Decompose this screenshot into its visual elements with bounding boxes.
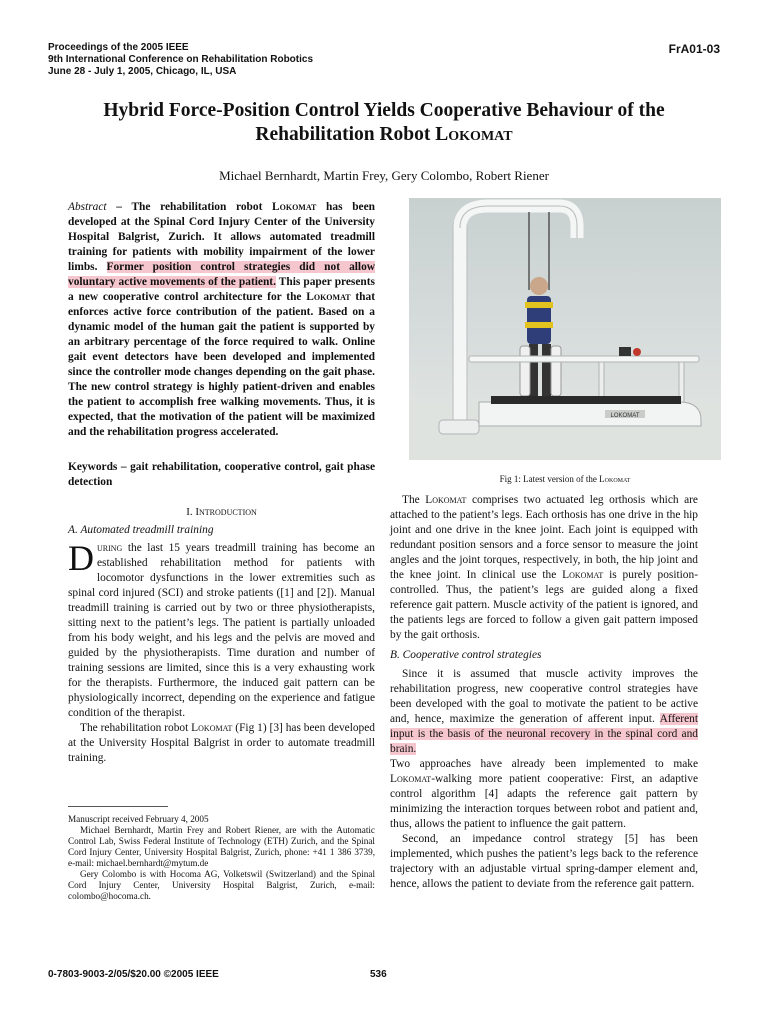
- right-lokomat-1: okomat: [432, 494, 467, 506]
- right-paragraph-2: [390, 667, 698, 757]
- paper-title: [40, 99, 728, 147]
- section-number: I. I: [186, 506, 200, 518]
- right-text-1b: comprises two actuated leg orthosis which are attached to the patient’s legs. Each orthosis has one drive in the hip joint and one drive in the knee joint. Each joint is equipped with redundant position sensors and a force sensor to measure the joint angles and the joint torques, respectively, in both, the hip joint and the knee joint. In clinical use the L: [390, 494, 698, 581]
- abstract-text-1: The rehabilitation robot L: [131, 201, 280, 213]
- page-number: 536: [370, 969, 387, 980]
- footnote-received: Manuscript received February 4, 2005: [68, 814, 209, 824]
- figure-lokomat-photo: [409, 198, 721, 460]
- right-text-1a: The L: [402, 494, 433, 506]
- subsection-b-heading: B. Cooperative control strategies: [390, 649, 542, 661]
- footnote-rule: [68, 806, 168, 807]
- footnote: [68, 814, 375, 902]
- author-list: Michael Bernhardt, Martin Frey, Gery Colombo, Robert Riener: [219, 168, 549, 183]
- intro-text-1: the last 15 years treadmill training has become an established rehabilitation method for patients with locomotor dysfunctions in the lower extremities such as spinal cord injured (SCI) and stroke patients ([1] and [2]). Manual treadmill training is carried out by two or three physiotherapists, sitting next to the patient’s legs. The patient is partially unloaded from his body weight, and his legs and the pelvis are moved and guided by the physiotherapists. Time duration and number of training sessions are limited, since this is a very exhausting work for the therapists. Furthermore, the induced gait pattern can be physiologically incorrect, depending on the experience and fatigue condition of the therapist.: [68, 542, 375, 719]
- abstract-text-2: has been developed at the Spinal Cord Injury Center of the University Hospital Balgrist, Zurich. It allows automated treadmill training for patients with mobility impairment of the lower limbs.: [68, 201, 375, 273]
- intro-first-word: uring: [97, 542, 123, 554]
- paper-id: FrA01-03: [668, 42, 720, 56]
- subsection-a-heading: A. Automated treadmill training: [68, 524, 214, 536]
- section-introduction-heading: [68, 505, 375, 520]
- footnote-affiliation-2: Gery Colombo is with Hocoma AG, Volketswil (Switzerland) and the Spinal Cord Injury Center, University Hospital Balgrist, Zurich, e-mail: colombo@hocoma.ch.: [68, 869, 375, 901]
- caption-text: Fig 1: Latest version of the L: [499, 474, 605, 484]
- intro-text-2b: (Fig 1) [3] has been developed at the University Hospital Balgrist in order to automate treadmill training.: [68, 722, 376, 764]
- left-column: [68, 200, 375, 766]
- right-text-2: Since it is assumed that muscle activity improves the rehabilitation progress, new cooperative control strategies have been developed with the goal to motivate the patient to be active and, hence, maximize the generation of afferent input.: [390, 668, 698, 725]
- lokomat-illustration: [409, 198, 721, 460]
- right-paragraph-1: [390, 493, 698, 643]
- abstract-text-4: that enforces active force contribution of the patient. Based on a dynamic model of the human gait the patient is supported by an arbitrary percentage of the force required to walk. Online gait event detectors have been developed and implemented since the controller mode changes depending on the gait phase. The new control strategy is highly patient-driven and enables the patient to accomplish free walking movements. Thus, it is expected, that the motivation of the patient will be maximized and the rehabilitation progress accelerated.: [68, 291, 375, 438]
- abstract-highlight: Former position control strategies did not allow voluntary active movements of the patient.: [68, 261, 376, 288]
- intro-paragraph-2: [68, 721, 375, 766]
- footer-isbn: 0-7803-9003-2/05/$20.00 ©2005 IEEE: [48, 969, 219, 980]
- right-lokomat-2: okomat: [569, 569, 604, 581]
- right-text-3b: -walking more patient cooperative: First, an adaptive control algorithm [4] adapts the reference gait pattern by minimizing the interaction torques between robot and patient and, thus, allows the patient to influence the gait pattern.: [390, 773, 698, 830]
- proceedings-line-1: Proceedings of the 2005 IEEE: [48, 42, 189, 53]
- right-highlight: Afferent input is the basis of the neuronal recovery in the spinal cord and brain.: [390, 713, 698, 755]
- abstract-label: Abstract: [68, 201, 107, 213]
- title-line-2-text: Rehabilitation Robot L: [255, 124, 449, 145]
- right-lokomat-3: okomat: [396, 773, 432, 785]
- proceedings-line-2: 9th International Conference on Rehabilitation Robotics: [48, 54, 314, 65]
- abstract-dash: –: [106, 201, 132, 213]
- title-line-1: Hybrid Force-Position Control Yields Cooperative Behaviour of the: [103, 100, 665, 121]
- dropcap: D: [68, 538, 94, 578]
- right-text-1c: is purely position-controlled. Thus, the patient’s legs are guided along a fixed reference gait pattern. Muscle activity of the patient is ignored, and the patients legs are forced to follow a given gait pattern imposed by the gait orthosis.: [390, 569, 698, 641]
- abstract-lokomat-1: okomat: [279, 201, 317, 213]
- abstract-lokomat-2: okomat: [313, 291, 351, 303]
- intro-paragraph-1: [68, 538, 375, 721]
- proceedings-line-3: June 28 - July 1, 2005, Chicago, IL, USA: [48, 66, 237, 77]
- caption-lokomat: okomat: [604, 474, 631, 484]
- intro-lokomat: okomat: [198, 722, 233, 734]
- section-title: ntroduction: [199, 506, 257, 518]
- right-text-3a: Two approaches have already been implemented to make L: [390, 758, 698, 785]
- treadmill-label: LOKOMAT: [610, 413, 640, 419]
- right-paragraph-3: [390, 757, 698, 832]
- keywords: Keywords – gait rehabilitation, cooperative control, gait phase detection: [68, 461, 375, 488]
- proceedings-header: [48, 42, 313, 78]
- figure-caption: [409, 474, 721, 484]
- right-paragraph-4: Second, an impedance control strategy [5] has been implemented, which pushes the patient’s legs back to the reference trajectory with an adjustable virtual spring-damper element and, hence, allows the patient to deviate from the reference gait pattern.: [390, 833, 698, 890]
- title-lokomat: okomat: [448, 124, 513, 145]
- abstract-text-3: This paper presents a new cooperative control architecture for the L: [68, 276, 375, 303]
- right-column: [390, 493, 698, 892]
- title-line-2: [40, 123, 728, 147]
- abstract: [68, 200, 375, 440]
- footnote-affiliation-1: Michael Bernhardt, Martin Frey and Robert Riener, are with the Automatic Control Lab, Swiss Federal Institute of Technology (ETH) Zurich, and the Spinal Cord Injury Center, University Hospital Balgrist, Zurich, phone: +41 1 386 3739, e-mail: michael.bernhardt@mytum.de: [68, 825, 375, 868]
- intro-text-2a: The rehabilitation robot L: [80, 722, 199, 734]
